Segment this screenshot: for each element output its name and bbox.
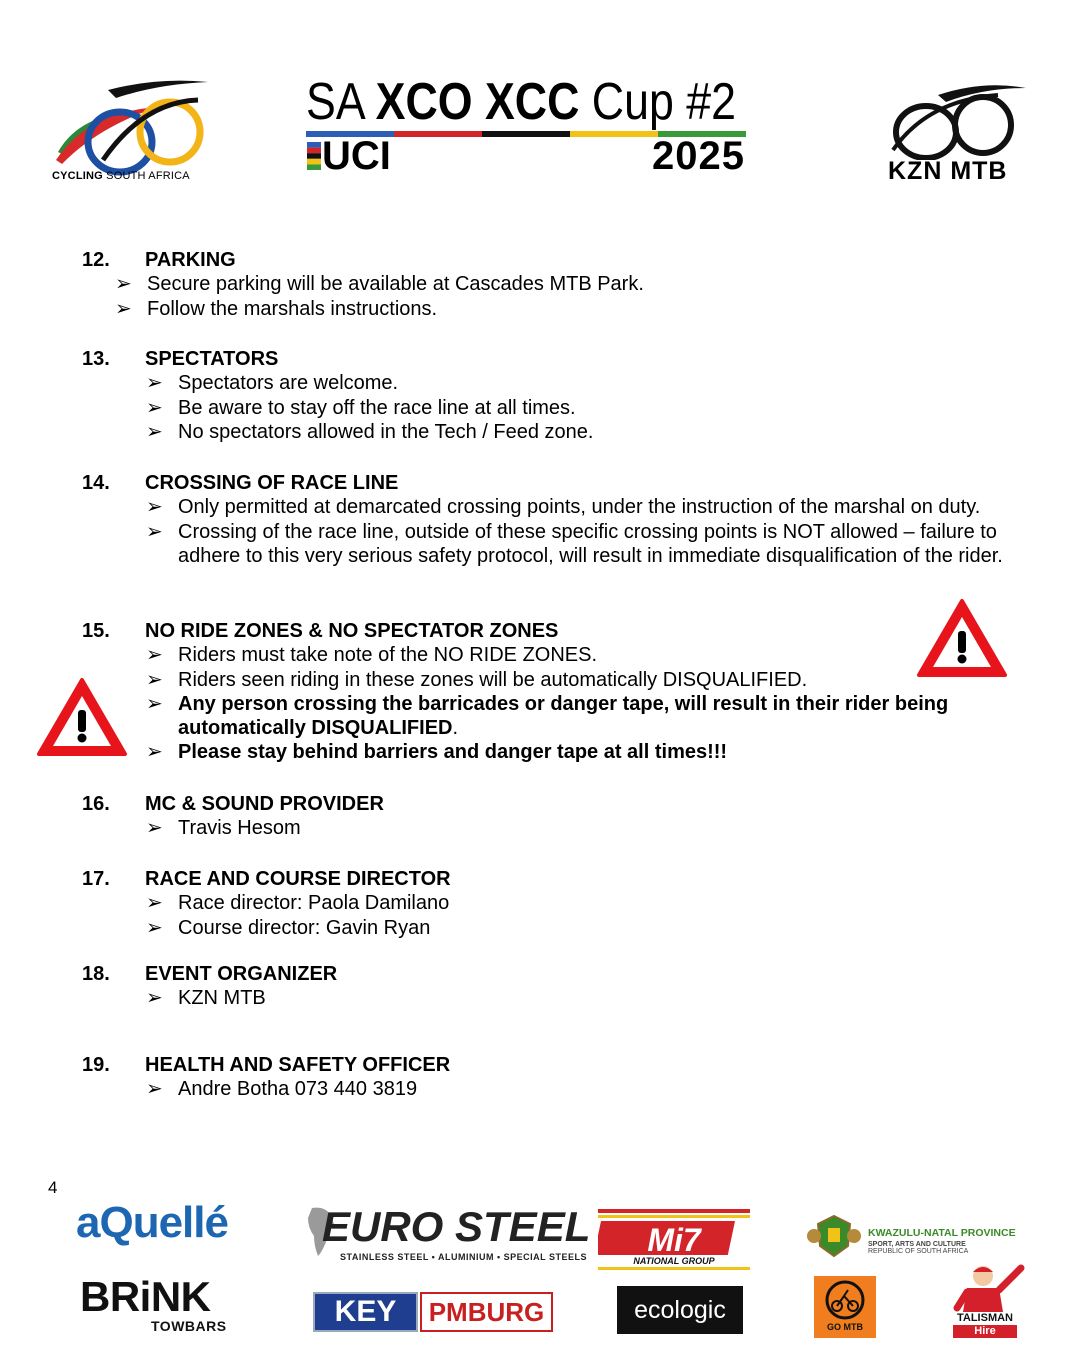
list-item [146,396,1036,420]
pmburg-logo: PMBURG [420,1292,553,1332]
arrow-bullet-icon: ➢ [146,817,163,840]
eurosteel-tagline: STAINLESS STEEL • ALUMINIUM • SPECIAL STEELS [340,1252,587,1262]
section-heading: RACE AND COURSE DIRECTOR [145,868,451,890]
bullet-list [146,816,1036,840]
arrow-bullet-icon: ➢ [146,1078,163,1101]
eurosteel-logo: EURO STEEL [322,1203,591,1250]
bullet-list [115,272,644,321]
section-number: 15. [82,620,110,642]
brink-logo: BRiNK [80,1273,211,1320]
arrow-bullet-icon: ➢ [146,668,163,691]
arrow-bullet-icon: ➢ [146,396,163,419]
list-item [146,420,1036,444]
ecologic-logo: ecologic [617,1286,743,1334]
list-item [146,986,1036,1010]
kzn-province-text: KWAZULU-NATAL PROVINCE [868,1227,1016,1239]
list-item-text: Secure parking will be available at Cascades MTB Park. [147,273,644,296]
list-item-text: KZN MTB [178,987,266,1010]
arrow-bullet-icon: ➢ [115,273,132,296]
section-number: 12. [82,249,110,271]
list-item-text: Spectators are welcome. [178,372,399,395]
page-number: 4 [48,1178,58,1197]
kzn-sport-text: SPORT, ARTS AND CULTURE [868,1241,966,1248]
list-item [146,1077,1036,1101]
list-item-text: Riders must take note of the NO RIDE ZONES. [178,644,598,667]
section-number: 17. [82,868,110,890]
list-item [146,816,1036,840]
talisman-text: TALISMAN [956,1312,1013,1324]
list-item [115,272,644,296]
arrow-bullet-icon: ➢ [146,916,163,939]
bullet-list [146,1077,1036,1101]
mi7-text: Mi7 [647,1222,701,1258]
section-heading: HEALTH AND SAFETY OFFICER [145,1054,451,1076]
arrow-bullet-icon: ➢ [146,741,163,764]
bullet-list [146,495,1036,568]
list-item-text: Course director: Gavin Ryan [178,916,431,939]
section-heading: PARKING [145,249,236,271]
arrow-bullet-icon: ➢ [146,420,163,443]
list-item [146,643,1036,667]
list-item [146,692,1036,741]
bullet-list [146,643,1036,764]
bullet-list [146,986,1036,1010]
section-heading: SPECTATORS [145,348,279,370]
list-item-text: No spectators allowed in the Tech / Feed zone. [178,420,594,443]
bullet-list [146,891,1036,940]
list-item-text: Andre Botha 073 440 3819 [178,1078,418,1101]
event-year: 2025 [652,134,745,178]
gomtb-text: GO MTB [827,1322,863,1332]
list-item [146,371,1036,395]
list-item-text: Please stay behind barriers and danger tape at all times!!! [178,741,728,764]
list-item-text: Race director: Paola Damilano [178,892,450,915]
list-item-text: Any person crossing the barricades or danger tape, will result in their rider being automatically DISQUALIFIED [178,692,949,740]
mi7-sub-text: NATIONAL GROUP [633,1256,715,1266]
section-heading: CROSSING OF RACE LINE [145,472,399,494]
section-number: 13. [82,348,110,370]
list-item-text: Follow the marshals instructions. [147,297,438,320]
uci-label: UCI [322,134,391,178]
bullet-list [146,371,1036,444]
section-number: 14. [82,472,110,494]
warning-triangle-icon [35,676,129,758]
kzn-crest-icon [806,1212,862,1260]
list-item [146,740,1036,764]
list-item [115,297,644,321]
list-item-text: Travis Hesom [178,817,301,840]
section-number: 16. [82,793,110,815]
arrow-bullet-icon: ➢ [146,496,163,519]
section-heading: MC & SOUND PROVIDER [145,793,384,815]
section-heading: NO RIDE ZONES & NO SPECTATOR ZONES [145,620,559,642]
kzn-mtb-text: KZN MTB [888,157,1008,185]
list-item [146,668,1036,692]
talisman-hire-badge: Hire [953,1325,1017,1338]
list-item [146,495,1036,519]
arrow-bullet-icon: ➢ [146,372,163,395]
mi7-logo [598,1207,750,1273]
list-item-tail: . [452,717,459,740]
arrow-bullet-icon: ➢ [146,892,163,915]
key-logo: KEY [313,1292,418,1332]
event-title: SA XCO XCC Cup #2 [306,73,737,131]
list-item-text: Be aware to stay off the race line at all times. [178,396,576,419]
section-heading: EVENT ORGANIZER [145,963,338,985]
list-item [146,891,1036,915]
list-item [146,916,1036,940]
aquelle-logo: aQuellé [76,1198,228,1247]
arrow-bullet-icon: ➢ [115,297,132,320]
uci-stripes-icon [307,142,321,170]
list-item [146,520,1036,569]
gomtb-cyclist-icon [814,1276,876,1322]
kzn-republic-text: REPUBLIC OF SOUTH AFRICA [868,1248,969,1255]
list-item-text: Riders seen riding in these zones will be automatically DISQUALIFIED. [178,668,808,691]
section-number: 19. [82,1054,110,1076]
arrow-bullet-icon: ➢ [146,692,163,715]
kzn-mtb-logo [888,80,1028,160]
list-item-text: Crossing of the race line, outside of these specific crossing points is NOT allowed – failure to adhere to this very serious safety protocol, will result in immediate disqualification of the rider. [178,520,1003,567]
arrow-bullet-icon: ➢ [146,644,163,667]
section-number: 18. [82,963,110,985]
brink-towbars-text: TOWBARS [151,1318,227,1334]
csa-logo-text: CYCLING SOUTH AFRICA [52,170,190,182]
arrow-bullet-icon: ➢ [146,520,163,543]
arrow-bullet-icon: ➢ [146,987,163,1010]
warning-triangle-icon [915,597,1009,679]
list-item-text: Only permitted at demarcated crossing points, under the instruction of the marshal on duty. [178,496,981,519]
